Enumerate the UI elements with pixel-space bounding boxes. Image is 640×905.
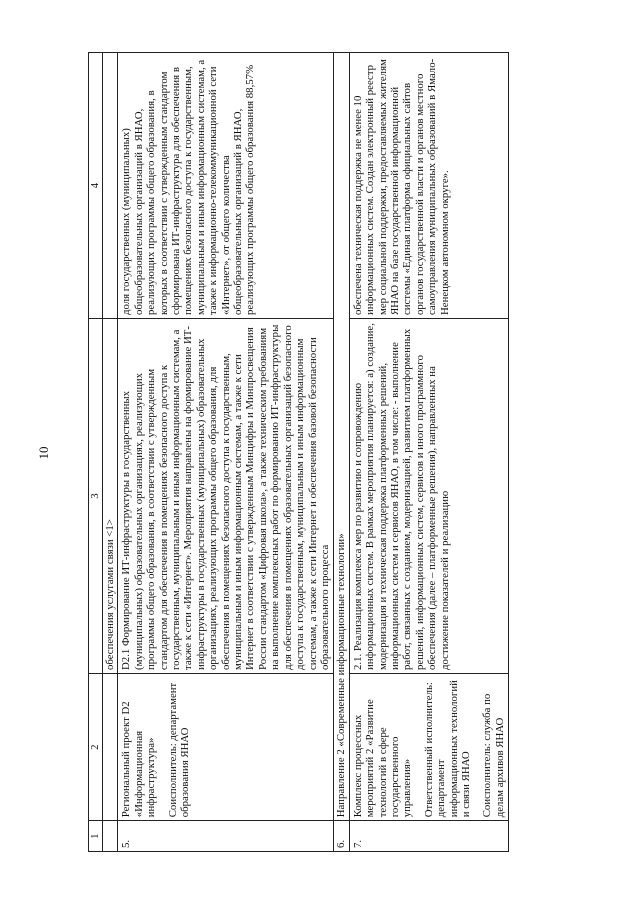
rotated-table-sheet xyxy=(88,52,628,852)
table-row xyxy=(118,53,334,852)
header-cell-2: 2 xyxy=(89,674,103,821)
page-number: 10 xyxy=(36,446,51,460)
prev-row-text: обеспечения услугами связи <1> xyxy=(103,319,118,674)
section-title: Направление 2 «Современные информационные технологии» xyxy=(334,53,349,821)
coexecutor: Соисполнитель: служба по делам архивов ЯНАО xyxy=(481,693,506,818)
complex-cell xyxy=(349,674,508,821)
result-text: доля государственных (муниципальных) общеобразовательных организаций в ЯНАО, реализующих программы общего образования, в которых в соответствии с утвержденным стандартом сформирована ИТ-инфраструктура для обеспечения в помещениях безопасного доступа к государственным, муниципальным и иным информационным системам, а также к информационно-телекоммуникационной сети «Интернет», от общего количества общеобразовательных организаций в ЯНАО, реализующих программы общего образования 88,57% xyxy=(118,53,334,319)
header-cell-4: 4 xyxy=(89,53,103,319)
coexecutor: Соисполнитель: департамент образования ЯНАО xyxy=(166,682,192,818)
table-row xyxy=(334,53,349,852)
result-text: обеспечена техническая поддержка не менее 10 информационных систем. Создан электронный реестр мер социальной поддержки, предоставляемых жителям ЯНАО на базе государственной информационной системы «Единая платформа официальных сайтов органов государственной власти и органов местного самоуправления муниципальных образований в Ямало-Ненецком автономном округе». xyxy=(349,53,508,319)
project-title: Региональный проект D2 «Информационная инфраструктура» xyxy=(120,701,158,818)
responsible-executor: Ответственный исполнитель: департамент информационных технологий и связи ЯНАО xyxy=(422,680,472,818)
project-cell xyxy=(118,674,334,821)
header-cell-1: 1 xyxy=(89,821,103,852)
activity-text: D2.1 Формирование ИТ-инфраструктуры в государственных (муниципальных) образовательных организациях, реализующих программы общего образования, в соответствии с утвержденным стандартом для обеспечения в помещениях безопасного доступа к государственным, муниципальным и иным информационным системам, а также к сети «Интернет». Мероприятия направлены на формирование ИТ-инфраструктуры в государственных (муниципальных) образовательных организациях, реализующих программы общего образования, для обеспечения в помещениях безопасного доступа к государственным, муниципальным и иным информационным системам, а также к сети Интернет в соответствии с утвержденным Минцифры и Минпросвещения России стандартом «Цифровая школа», а также техническим требованиям на выполнение комплексных работ по формированию ИТ-инфраструктуры для обеспечения в помещениях образовательных организаций безопасного доступа к государственным, муниципальным и иным информационным системам, а также к сети Интернет и обеспечения базовой безопасности образовательного процесса xyxy=(118,319,334,674)
table-row xyxy=(349,53,508,852)
table-row xyxy=(103,53,118,852)
row-number: 5. xyxy=(118,821,334,852)
header-row xyxy=(89,53,103,852)
header-cell-3: 3 xyxy=(89,319,103,674)
measures-table xyxy=(88,52,509,852)
activity-text: 2.1. Реализация комплекса мер по развитию и сопровождению информационных систем. В рамках мероприятия планируется: а) создание, модернизация и техническая поддержка платформенных решений, информационных систем и сервисов ЯНАО, в том числе: - выполнение работ, связанных с созданием, модернизацией, развитием платформенных решений, информационных систем, сервисов и иного программного обеспечения (далее – платформенные решения), направленных на достижение показателей и реализацию xyxy=(349,319,508,674)
row-number: 6. xyxy=(334,821,349,852)
complex-title: Комплекс процессных мероприятий 2 «Развитие технологий в сфере государственного управления» xyxy=(351,699,414,818)
row-number: 7. xyxy=(349,821,508,852)
